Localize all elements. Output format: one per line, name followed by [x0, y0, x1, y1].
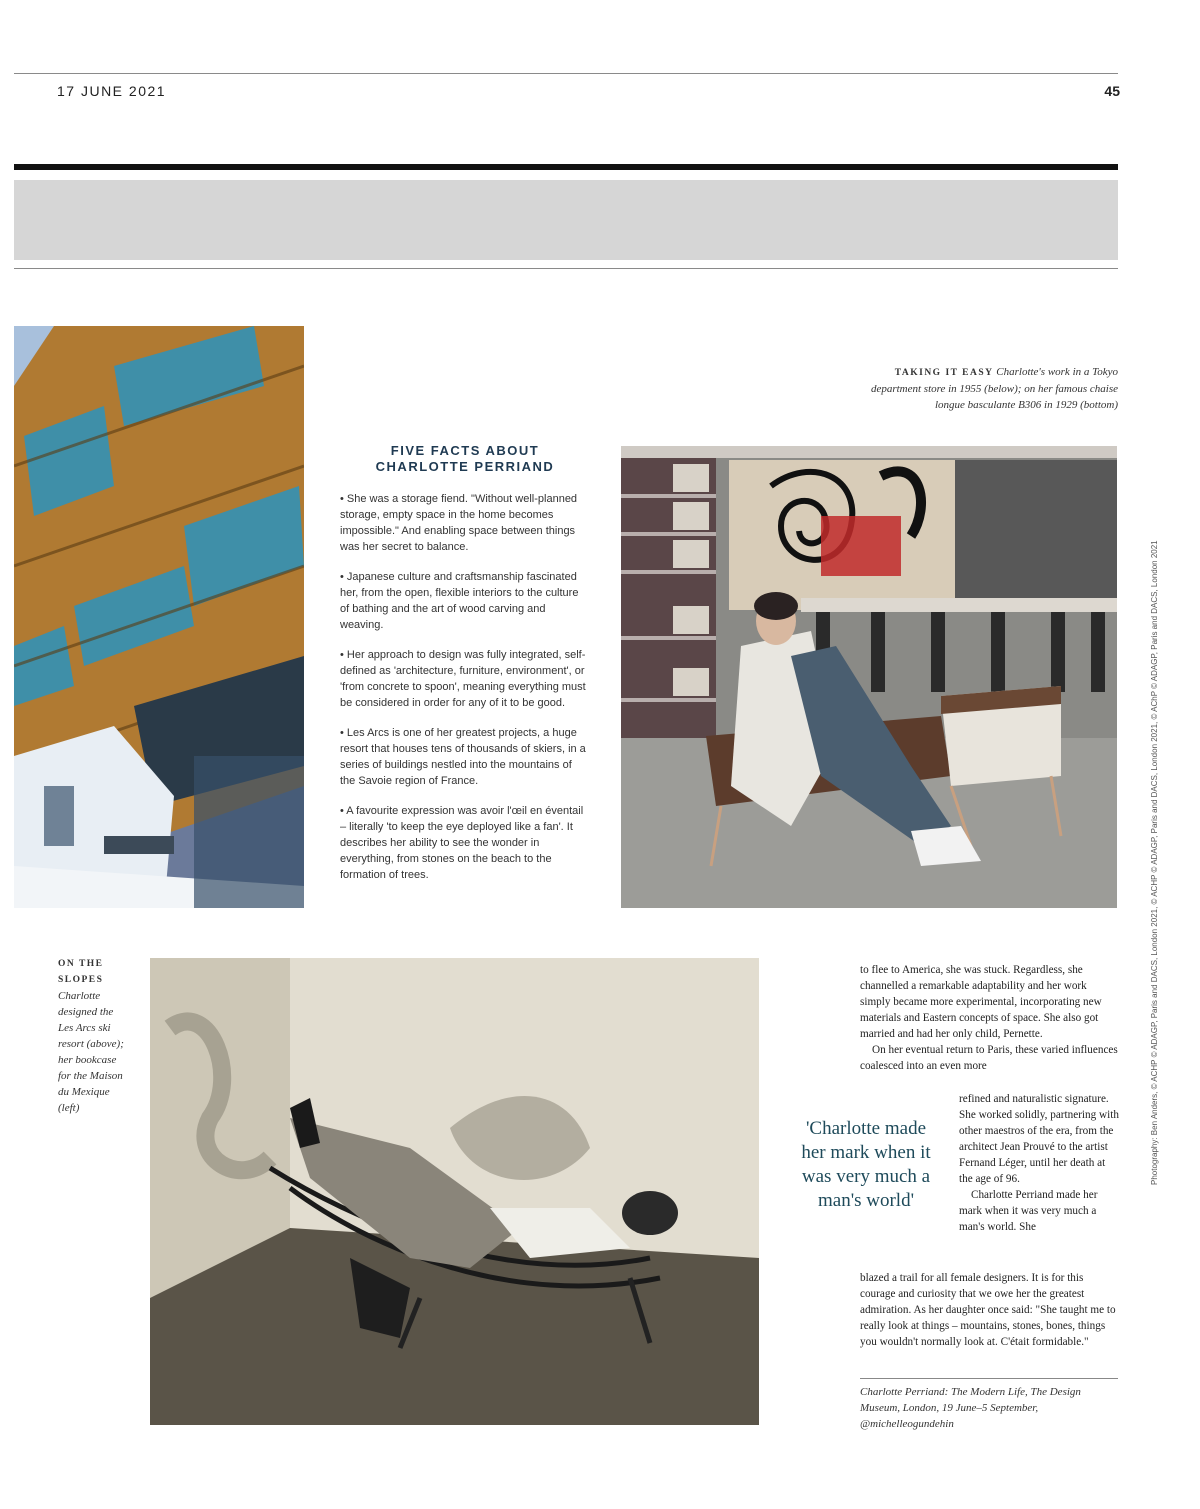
- issue-date: 17 JUNE 2021: [57, 83, 167, 99]
- article-paragraph: On her eventual return to Paris, these varied influences coalesced into an even more: [860, 1044, 1118, 1072]
- fact-item: • She was a storage fiend. "Without well-planned storage, empty space in the home becomes impossible." And enabling space between things was her secret to balance.: [340, 493, 578, 553]
- article-body-top: [860, 962, 1118, 1074]
- caption-kicker: ON THE SLOPES: [58, 959, 104, 985]
- page-number: 45: [1104, 83, 1120, 99]
- top-rule: [14, 73, 1118, 74]
- caption-taking-it-easy: [864, 364, 1118, 413]
- fact-item: • Les Arcs is one of her greatest projects, a huge resort that houses tens of thousands of skiers, in a series of buildings nestled into the mountains of the Savoie region of France.: [340, 727, 586, 787]
- article-paragraph: to flee to America, she was stuck. Regardless, she channelled a remarkable adaptability and her work simply became more experimental, incorporating new materials and Eastern concepts of space. She also got married and had her only child, Pernette.: [860, 964, 1102, 1040]
- facts-list: [340, 491, 590, 897]
- chaise-longue-photo: [150, 958, 759, 1425]
- article-paragraph: blazed a trail for all female designers. It is for this courage and curiosity that we owe her the greatest admiration. As her daughter once said: "She taught me to really look at things – mountains, stones, bones, things you wouldn't normally look at. C'était formidable.": [860, 1272, 1116, 1348]
- caption-text: Charlotte designed the Les Arcs ski resort (above); her bookcase for the Maison du Mexique (left): [58, 990, 124, 1114]
- footer-rule: [860, 1378, 1118, 1379]
- caption-on-the-slopes: [58, 956, 130, 1116]
- article-body-bottom: [860, 1270, 1118, 1350]
- facts-title-line2: CHARLOTTE PERRIAND: [375, 459, 555, 474]
- caption-kicker: TAKING IT EASY: [894, 368, 994, 378]
- article-paragraph: Charlotte Perriand made her mark when it was very much a man's world. She: [959, 1189, 1098, 1233]
- tokyo-store-photo: [621, 446, 1117, 908]
- pull-quote: 'Charlotte made her mark when it was very much a man's world': [801, 1118, 931, 1211]
- fact-item: • Japanese culture and craftsmanship fascinated her, from the open, flexible interiors to the culture of bathing and the art of wood carving and weaving.: [340, 571, 579, 631]
- article-body-wrap: [959, 1091, 1119, 1235]
- les-arcs-photo: [14, 326, 304, 908]
- band-bottom-rule: [14, 268, 1118, 269]
- section-rule: [14, 164, 1118, 170]
- photo-credit: Photography: Ben Anders, © ACHP © ADAGP, Paris and DACS, London 2021, © ACHP © ADAGP, Paris and DACS, London 2021, © AChP © ADAGP, Paris and DACS, London 2021: [1150, 540, 1159, 1185]
- exhibition-note: Charlotte Perriand: The Modern Life, The Design Museum, London, 19 June–5 September, @michelleogundehin: [860, 1386, 1081, 1430]
- banner-band: [14, 180, 1118, 260]
- facts-title: [340, 443, 590, 475]
- fact-item: • A favourite expression was avoir l'œil en éventail – literally 'to keep the eye deployed like a fan'. It describes her ability to see the wonder in everything, from stones on the beach to the formation of trees.: [340, 805, 584, 881]
- article-paragraph: refined and naturalistic signature. She worked solidly, partnering with other maestros of the era, from the architect Jean Prouvé to the artist Fernand Léger, until her death at the age of 96.: [959, 1093, 1119, 1185]
- fact-item: • Her approach to design was fully integrated, self-defined as 'architecture, furniture, environment', or 'from concrete to spoon', meaning everything must be considered in order for any of it to be good.: [340, 649, 586, 709]
- facts-title-line1: FIVE FACTS ABOUT: [390, 443, 540, 458]
- caption-text: Charlotte's work in a Tokyo department store in 1955 (below); on her famous chaise longue basculante B306 in 1929 (bottom): [870, 366, 1118, 411]
